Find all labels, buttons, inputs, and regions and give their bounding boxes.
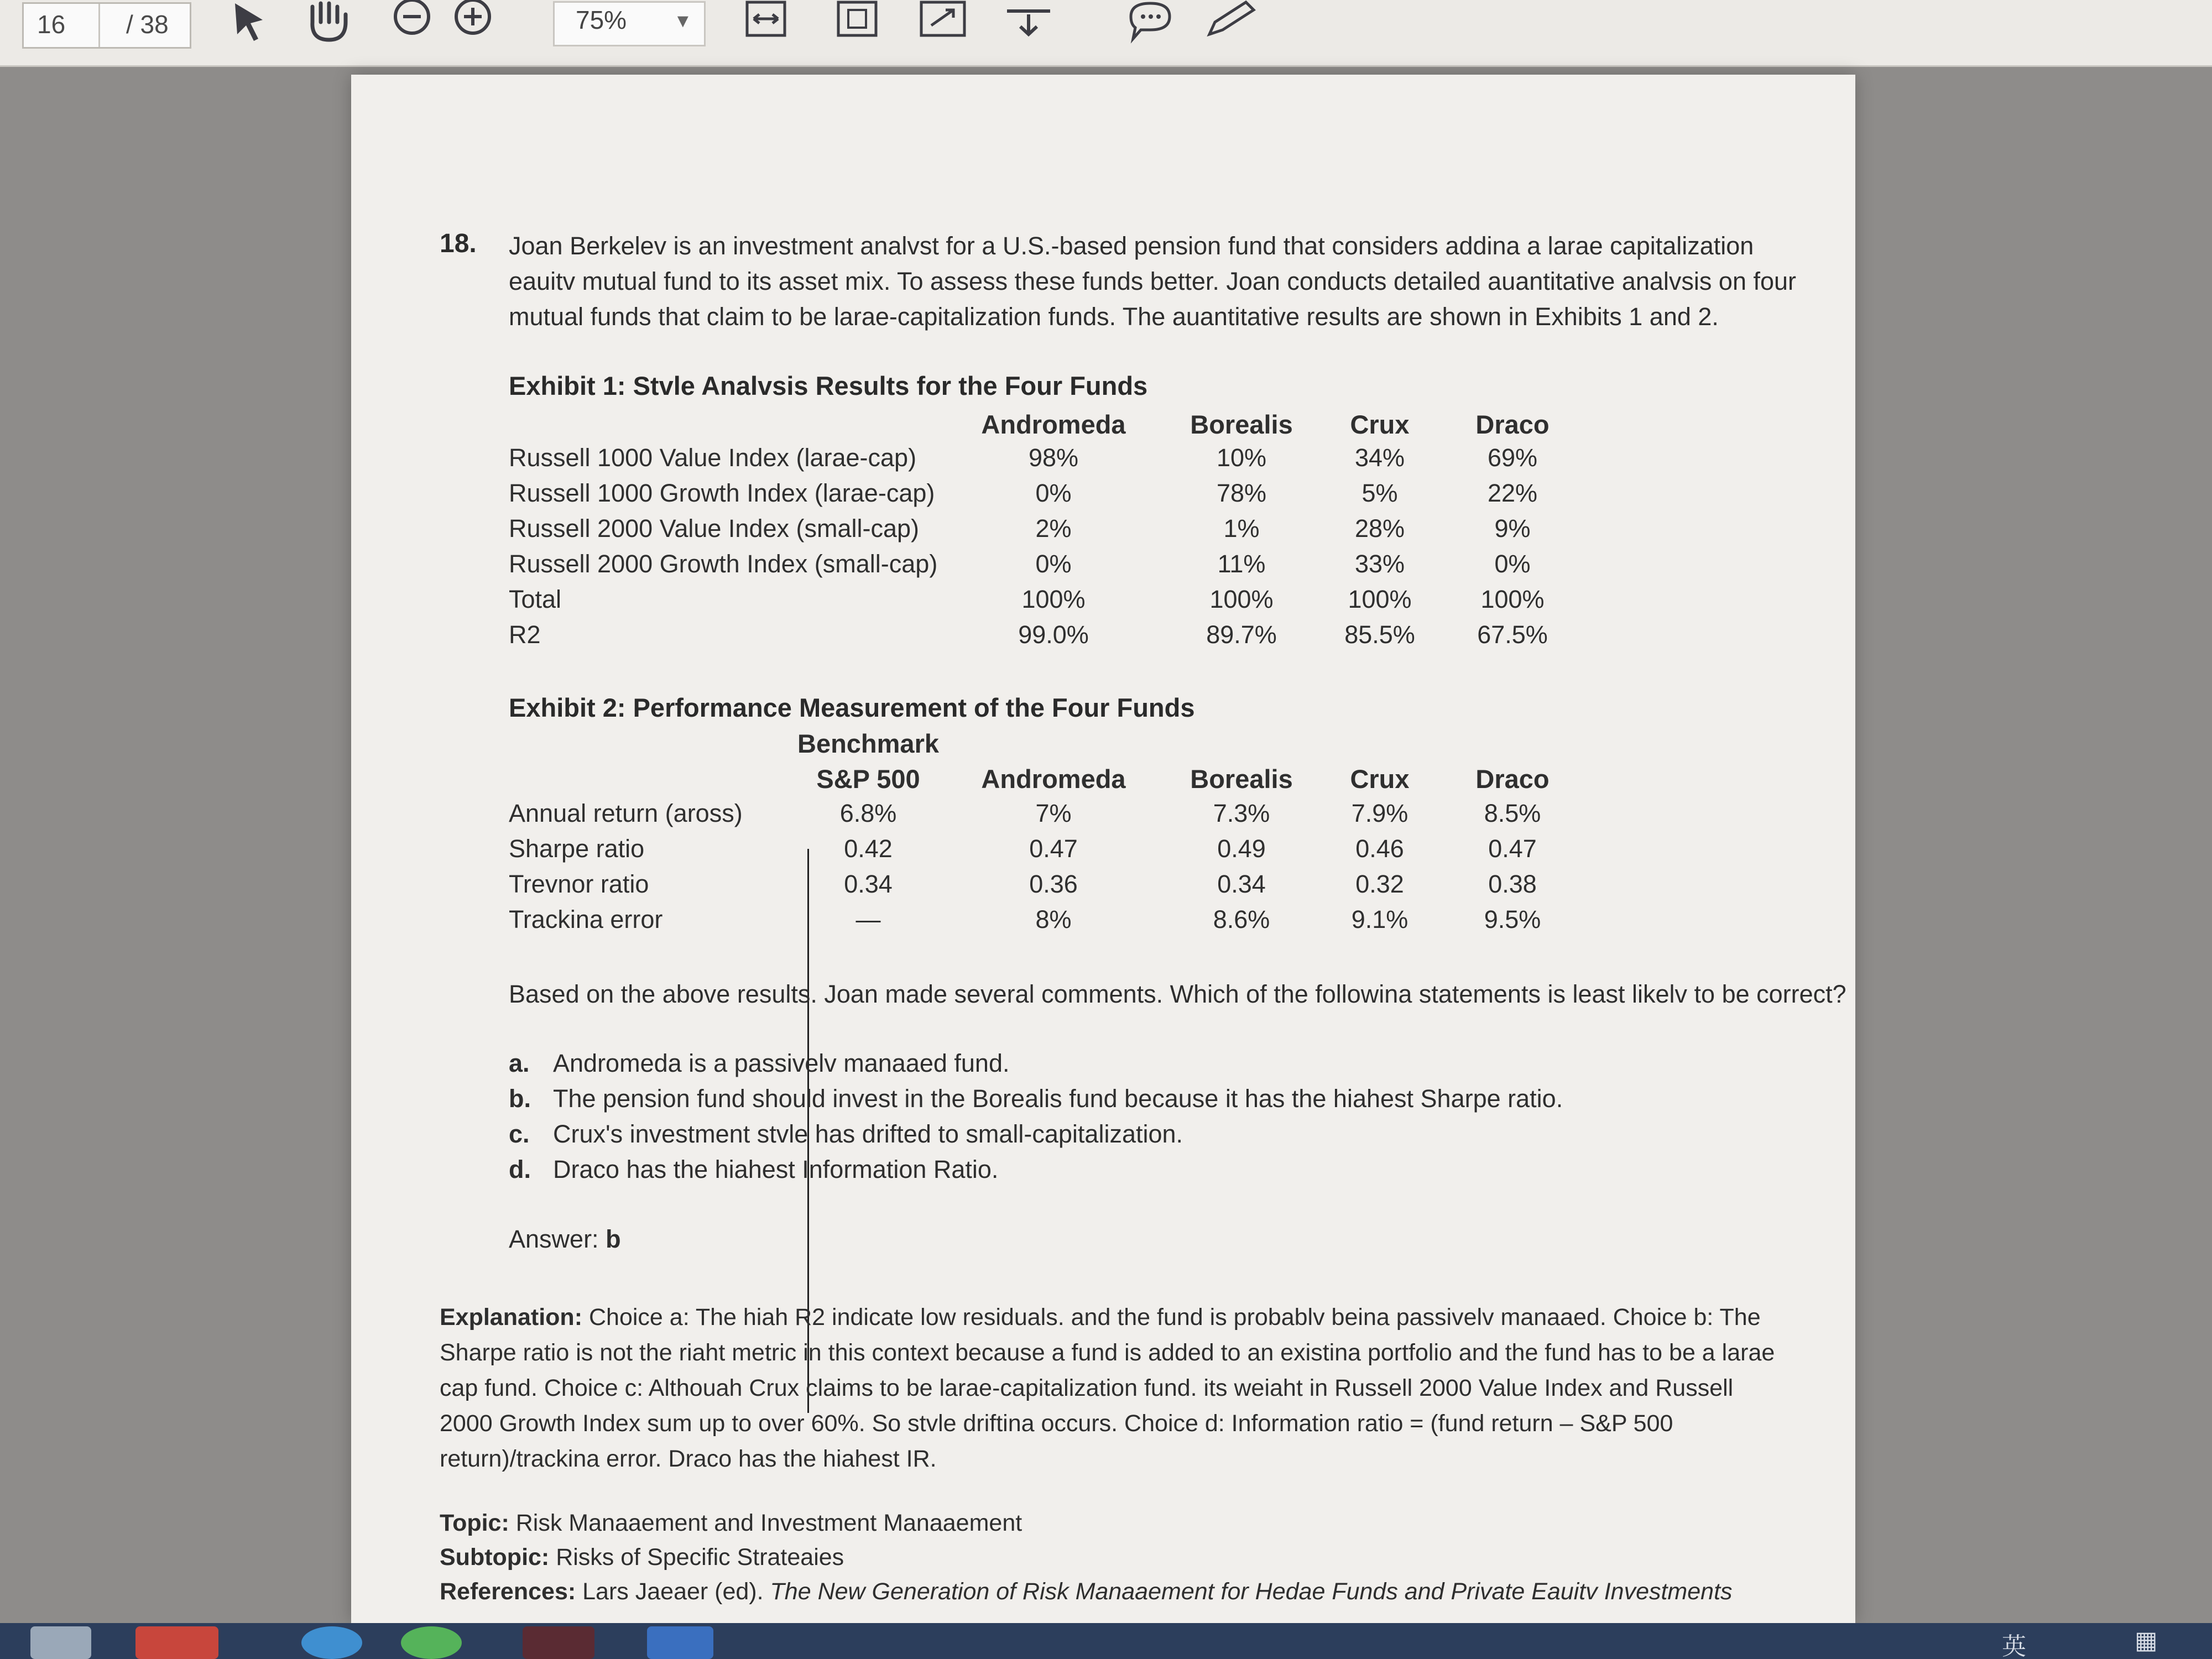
references-author: Lars Jaeaer (ed). [582,1578,764,1605]
answer-line [509,1225,621,1254]
topic-line [440,1510,1022,1537]
references-line [440,1578,1733,1605]
choice-d [509,1155,998,1184]
pdf-app-icon[interactable] [523,1626,594,1659]
chat-app-icon[interactable] [401,1626,462,1659]
ex1-cell: 0% [1035,550,1072,578]
hand-tool-icon[interactable] [301,0,357,44]
ex1-cell: 0% [1494,550,1531,578]
zoom-value: 75% [576,6,627,34]
choice-letter: d. [509,1155,531,1183]
exhibit2-title: Exhibit 2: Performance Measurement of the Four Funds [509,693,1195,722]
ex1-cell: 22% [1487,479,1538,507]
ex1-cell: 69% [1487,444,1538,472]
ex1-row-label: Total [509,585,562,613]
topic-label: Topic: [440,1510,509,1536]
ex1-col-borealis: Borealis [1190,410,1293,439]
explanation-label: Explanation: [440,1304,583,1331]
pen-icon[interactable] [1203,0,1264,44]
ex1-row-label: R2 [509,620,541,649]
ex2-col-sp500: S&P 500 [816,764,920,794]
ex1-cell: 100% [1021,585,1086,613]
zoom-select[interactable] [553,1,706,46]
exhibit1-title: Exhibit 1: Stvle Analvsis Results for the Four Funds [509,371,1148,400]
ex2-cell: 7.9% [1351,799,1408,827]
question-text: Joan Berkelev is an investment analvst for a U.S.-based pension fund that considers addina a larae capitalization eauitv mutual fund to its asset mix. To assess these funds better. Joan conducts detailed auantitative analvsis on four mutual funds that claim to be larae-capitalization funds. The auantitative results are shown in Exhibits 1 and 2. [509,232,1797,331]
choice-text: Draco has the hiahest Information Ratio. [553,1155,999,1183]
ex1-row-label: Russell 2000 Value Index (small-cap) [509,514,920,542]
choice-b [509,1084,1563,1113]
ex2-cell: 8% [1035,905,1072,933]
ex1-col-andromeda: Andromeda [981,410,1126,439]
ex2-cell: 0.46 [1355,834,1404,863]
ex2-row-label: Trackina error [509,905,663,933]
ex1-col-crux: Crux [1350,410,1410,439]
browser-app-icon[interactable] [301,1626,362,1659]
ex1-cell: 98% [1028,444,1079,472]
ex1-cell: 0% [1035,479,1072,507]
ex1-cell: 10% [1216,444,1267,472]
ex1-cell: 85.5% [1344,620,1415,649]
topic-value: Risk Manaaement and Investment Manaaement [515,1510,1022,1536]
desktop-app-icon[interactable] [30,1626,91,1659]
zoom-in-icon[interactable] [451,0,495,44]
zoom-out-icon[interactable] [390,0,434,44]
page-number-field[interactable] [22,2,191,49]
ex1-cell: 2% [1035,514,1072,542]
references-title: The New Generation of Risk Manaaement for Hedae Funds and Private Eauitv Investments [770,1578,1733,1605]
choice-text: The pension fund should invest in the Borealis fund because it has the hiahest Sharpe ratio. [553,1084,1563,1113]
ex1-row-label: Russell 2000 Growth Index (small-cap) [509,550,938,578]
total-pages: / 38 [126,10,169,39]
answer-label: Answer: [509,1225,599,1253]
ex2-cell: 7.3% [1213,799,1270,827]
os-taskbar [0,1623,2212,1659]
dictionary-app-icon[interactable] [135,1626,218,1659]
ex2-benchmark-label: Benchmark [797,729,939,758]
explanation-text: Choice a: The hiah R2 indicate low residuals. and the fund is probablv beina passivelv manaaed. Choice b: The Sharpe ratio is not the riaht metric in this context because a fund is added to an existina portfolio and the fund has to be a larae cap fund. Choice c: Althouah Crux claims to be larae-capitalization fund. its weiaht in Russell 2000 Value Index and Russell 2000 Growth Index sum up to over 60%. So stvle driftina occurs. Choice d: Information ratio = (fund return – S&P 500 return)/trackina error. Draco has the hiahest IR. [440,1304,1775,1472]
ex1-cell: 11% [1217,550,1266,578]
fit-page-icon[interactable] [835,0,879,44]
ex1-cell: 100% [1480,585,1545,613]
ex2-cell: 0.36 [1029,870,1078,898]
input-method-indicator[interactable]: 英 [2002,1633,2026,1659]
ex2-cell: 8.5% [1484,799,1541,827]
references-label: References: [440,1578,576,1605]
choice-letter: c. [509,1120,530,1148]
ex2-cell: 6.8% [839,799,897,827]
ex1-cell: 100% [1209,585,1274,613]
ex1-cell: 34% [1354,444,1405,472]
current-page[interactable]: 16 [37,10,66,39]
question-prompt: Based on the above results. Joan made several comments. Which of the followina statements is least likelv to be correct? [509,980,1846,1008]
choice-text: Andromeda is a passivelv manaaed fund. [553,1049,1010,1077]
ex1-row-label: Russell 1000 Value Index (larae-cap) [509,444,917,472]
ex2-row-label: Trevnor ratio [509,870,649,898]
choice-c [509,1120,1183,1149]
ex2-cell: 9.1% [1351,905,1408,933]
ex1-cell: 33% [1354,550,1405,578]
ex2-cell: 0.32 [1355,870,1404,898]
word-app-icon[interactable] [647,1626,713,1659]
ex1-cell: 99.0% [1018,620,1089,649]
fit-width-icon[interactable] [744,0,788,44]
ex2-cell: 0.49 [1217,834,1266,863]
ex2-col-crux: Crux [1350,764,1410,794]
ex1-cell: 1% [1223,514,1260,542]
ex2-cell: 8.6% [1213,905,1270,933]
comment-icon[interactable] [1125,0,1175,44]
ex2-cell: — [855,905,881,933]
ex2-cell: 7% [1035,799,1072,827]
ex2-col-borealis: Borealis [1190,764,1293,794]
ex1-cell: 89.7% [1206,620,1277,649]
ex1-cell: 5% [1361,479,1398,507]
answer-value: b [606,1225,621,1253]
subtopic-line [440,1544,844,1571]
ex2-cell: 0.47 [1488,834,1537,863]
choice-letter: a. [509,1049,530,1077]
keyboard-icon[interactable]: ▦ [2135,1627,2158,1654]
subtopic-value: Risks of Specific Strateaies [556,1544,844,1571]
ex1-row-label: Russell 1000 Growth Index (larae-cap) [509,479,935,507]
rotate-icon[interactable] [918,0,968,44]
ex2-row-label: Annual return (aross) [509,799,743,827]
chevron-down-icon: ▼ [674,11,692,32]
ex1-cell: 67.5% [1477,620,1548,649]
choice-a [509,1049,1010,1078]
ex1-cell: 28% [1354,514,1405,542]
choice-text: Crux's investment stvle has drifted to small-capitalization. [553,1120,1183,1148]
ex2-cell: 0.42 [844,834,893,863]
question-number: 18. [440,229,477,258]
ex2-cell: 0.34 [844,870,893,898]
ex2-cell: 0.47 [1029,834,1078,863]
ex1-col-draco: Draco [1475,410,1550,439]
ex2-row-label: Sharpe ratio [509,834,645,863]
select-arrow-icon[interactable] [229,0,268,44]
subtopic-label: Subtopic: [440,1544,550,1571]
document-page [351,75,1855,1623]
ex2-cell: 0.38 [1488,870,1537,898]
ex2-cell: 0.34 [1217,870,1266,898]
download-icon[interactable] [1004,0,1053,44]
ex1-cell: 9% [1494,514,1531,542]
page-separator [98,4,100,47]
viewer-toolbar [0,0,2212,67]
explanation [440,1300,1789,1477]
choice-letter: b. [509,1084,531,1113]
ex2-cell: 9.5% [1484,905,1541,933]
ex1-cell: 100% [1348,585,1412,613]
ex2-col-andromeda: Andromeda [981,764,1126,794]
ex2-col-draco: Draco [1475,764,1550,794]
ex1-cell: 78% [1216,479,1267,507]
